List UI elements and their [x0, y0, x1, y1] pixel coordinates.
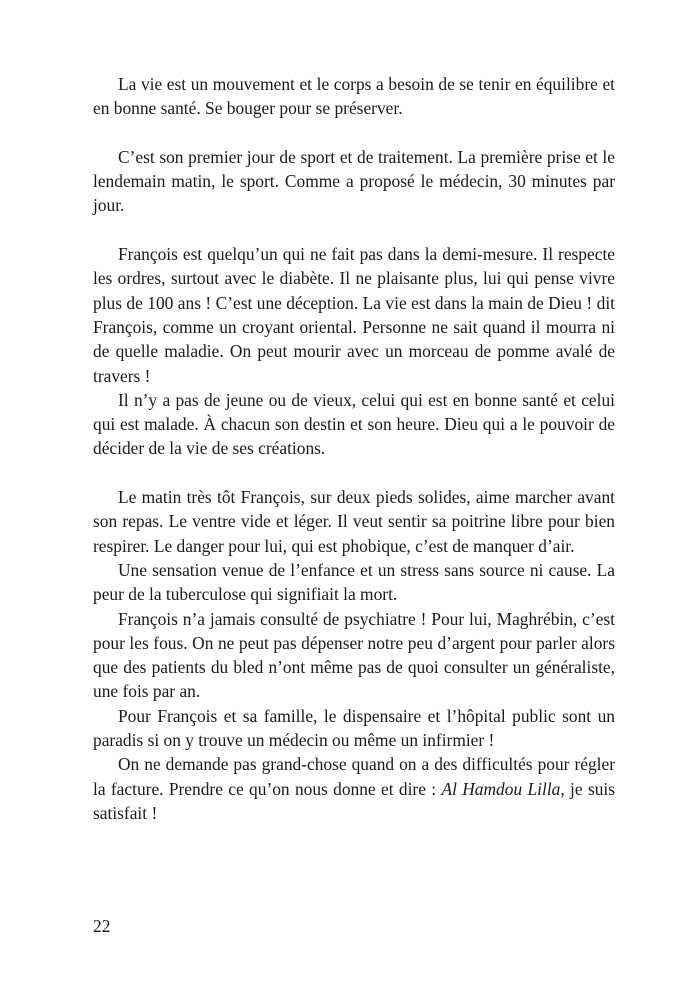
- paragraph-9-end: , je suis satisfait !: [93, 778, 616, 823]
- paragraph-8: Pour François et sa famille, le dispensaire et l’hôpital public sont un paradis si on y trouve un médecin ou même un infirmier !: [93, 705, 615, 751]
- paragraph-6: Une sensation venue de l’enfance et un stress sans source ni cause. La peur de la tuberculose qui signifiait la mort.: [93, 559, 615, 605]
- paragraph-1: La vie est un mouvement et le corps a besoin de se tenir en équilibre et en bonne santé. Se bouger pour se préserver.: [93, 74, 615, 119]
- paragraph-9-start: On ne demande pas grand-chose quand on a des difficultés pour régler la facture. Prendre ce qu’on nous donne et dire :: [93, 754, 615, 799]
- italic-phrase: Al Hamdou Lilla: [441, 778, 561, 799]
- paragraph-7: François n’a jamais consulté de psychiatre ! Pour lui, Maghrébin, c’est pour les fous. On ne peut pas dépenser notre peu d’argent pour parler alors que des patients du bled n’ont même pas de quoi consulter un généraliste, une fois par an.: [93, 608, 615, 702]
- page-number: 22: [93, 916, 111, 936]
- paragraph-5: Le matin très tôt François, sur deux pieds solides, aime marcher avant son repas. Le ventre vide et léger. Il veut sentir sa poitrine libre pour bien respirer. Le danger pour lui, qui est phobique, c’est de manquer d’air.: [93, 487, 615, 556]
- body-text: [93, 72, 615, 825]
- paragraph-4: Il n’y a pas de jeune ou de vieux, celui qui est en bonne santé et celui qui est malade. À chacun son destin et son heure. Dieu qui a le pouvoir de décider de la vie de ses créations.: [93, 389, 615, 459]
- paragraph-2: C’est son premier jour de sport et de traitement. La première prise et le lendemain matin, le sport. Comme a proposé le médecin, 30 minutes par jour.: [93, 146, 615, 216]
- paragraph-3: François est quelqu’un qui ne fait pas dans la demi-mesure. Il respecte les ordres, surtout avec le diabète. Il ne plaisante plus, lui qui pense vivre plus de 100 ans ! C’est une déception. La vie est dans la main de Dieu ! dit François, comme un croyant oriental. Personne ne sait quand il mourra ni de quelle maladie. On peut mourir avec un morceau de pomme avalé de travers !: [93, 244, 615, 386]
- paragraph-9: [93, 752, 615, 825]
